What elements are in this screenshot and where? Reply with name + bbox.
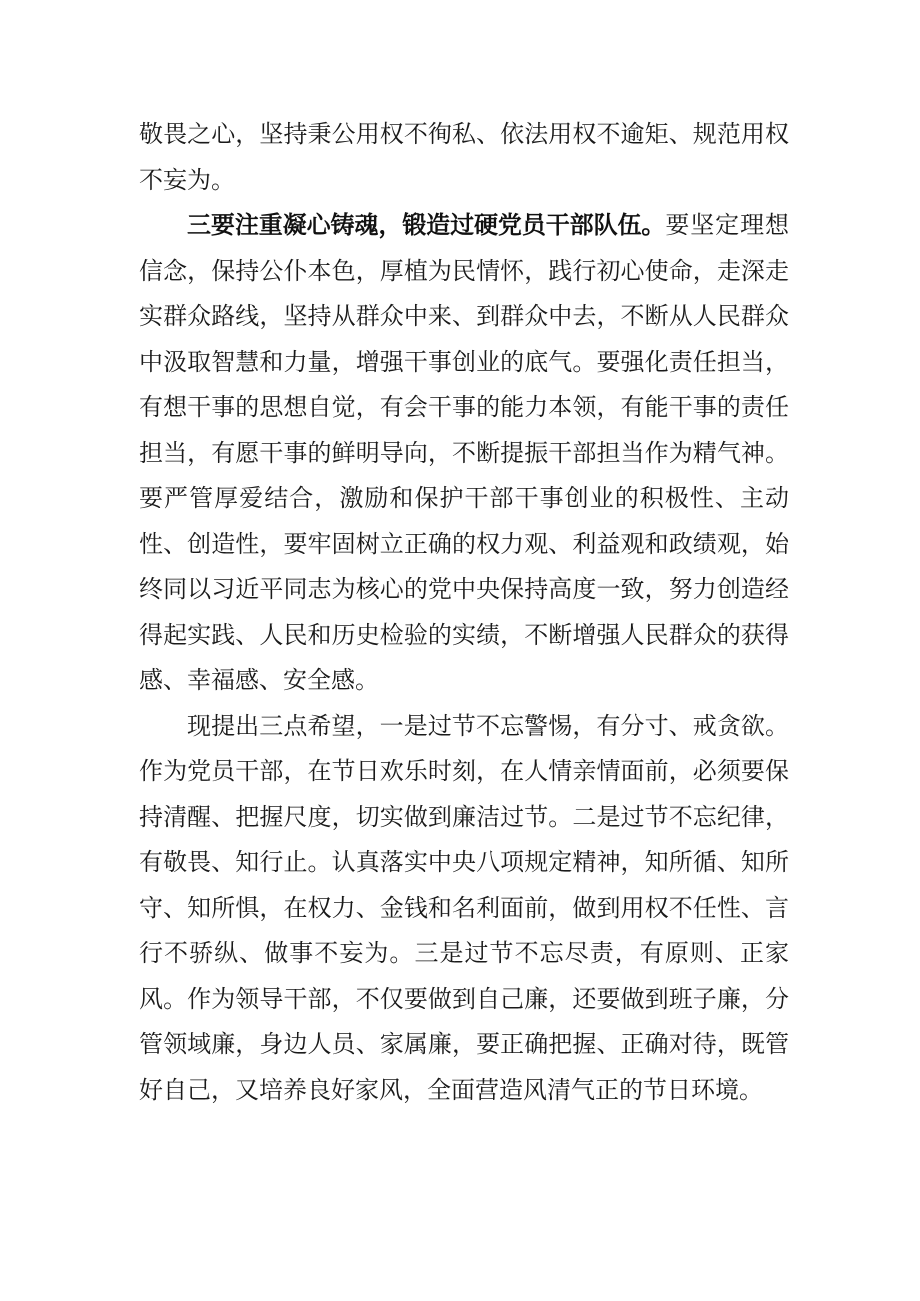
paragraph-three-hopes [139, 704, 789, 1114]
document-body [139, 112, 789, 1113]
paragraph-text: 要坚定理想信念，保持公仆本色，厚植为民情怀，践行初心使命，走深走实群众路线，坚持从群众中来、到群众中去，不断从人民群众中汲取智慧和力量，增强干事创业的底气。要强化责任担当，有想干事的思想自觉，有会干事的能力本领，有能干事的责任担当，有愿干事的鲜明导向，不断提振干部担当作为精气神。要严管厚爱结合，激励和保护干部干事创业的积极性、主动性、创造性，要牢固树立正确的权力观、利益观和政绩观，始终同以习近平同志为核心的党中央保持高度一致，努力创造经得起实践、人民和历史检验的实绩，不断增强人民群众的获得感、幸福感、安全感。 [139, 211, 790, 694]
paragraph-continuation [139, 112, 789, 203]
paragraph-point-three [139, 203, 789, 704]
paragraph-text: 敬畏之心，坚持秉公用权不徇私、依法用权不逾矩、规范用权不妄为。 [139, 120, 789, 194]
paragraph-heading: 三要注重凝心铸魂，锻造过硬党员干部队伍。 [187, 211, 666, 239]
paragraph-text: 现提出三点希望，一是过节不忘警惕，有分寸、戒贪欲。作为党员干部，在节日欢乐时刻，在人情亲情面前，必须要保持清醒、把握尺度，切实做到廉洁过节。二是过节不忘纪律，有敬畏、知行止。认真落实中央八项规定精神，知所循、知所守、知所惧，在权力、金钱和名利面前，做到用权不任性、言行不骄纵、做事不妄为。三是过节不忘尽责，有原则、正家风。作为领导干部，不仅要做到自己廉，还要做到班子廉，分管领域廉，身边人员、家属廉，要正确把握、正确对待，既管好自己，又培养良好家风，全面营造风清气正的节日环境。 [139, 711, 789, 1104]
